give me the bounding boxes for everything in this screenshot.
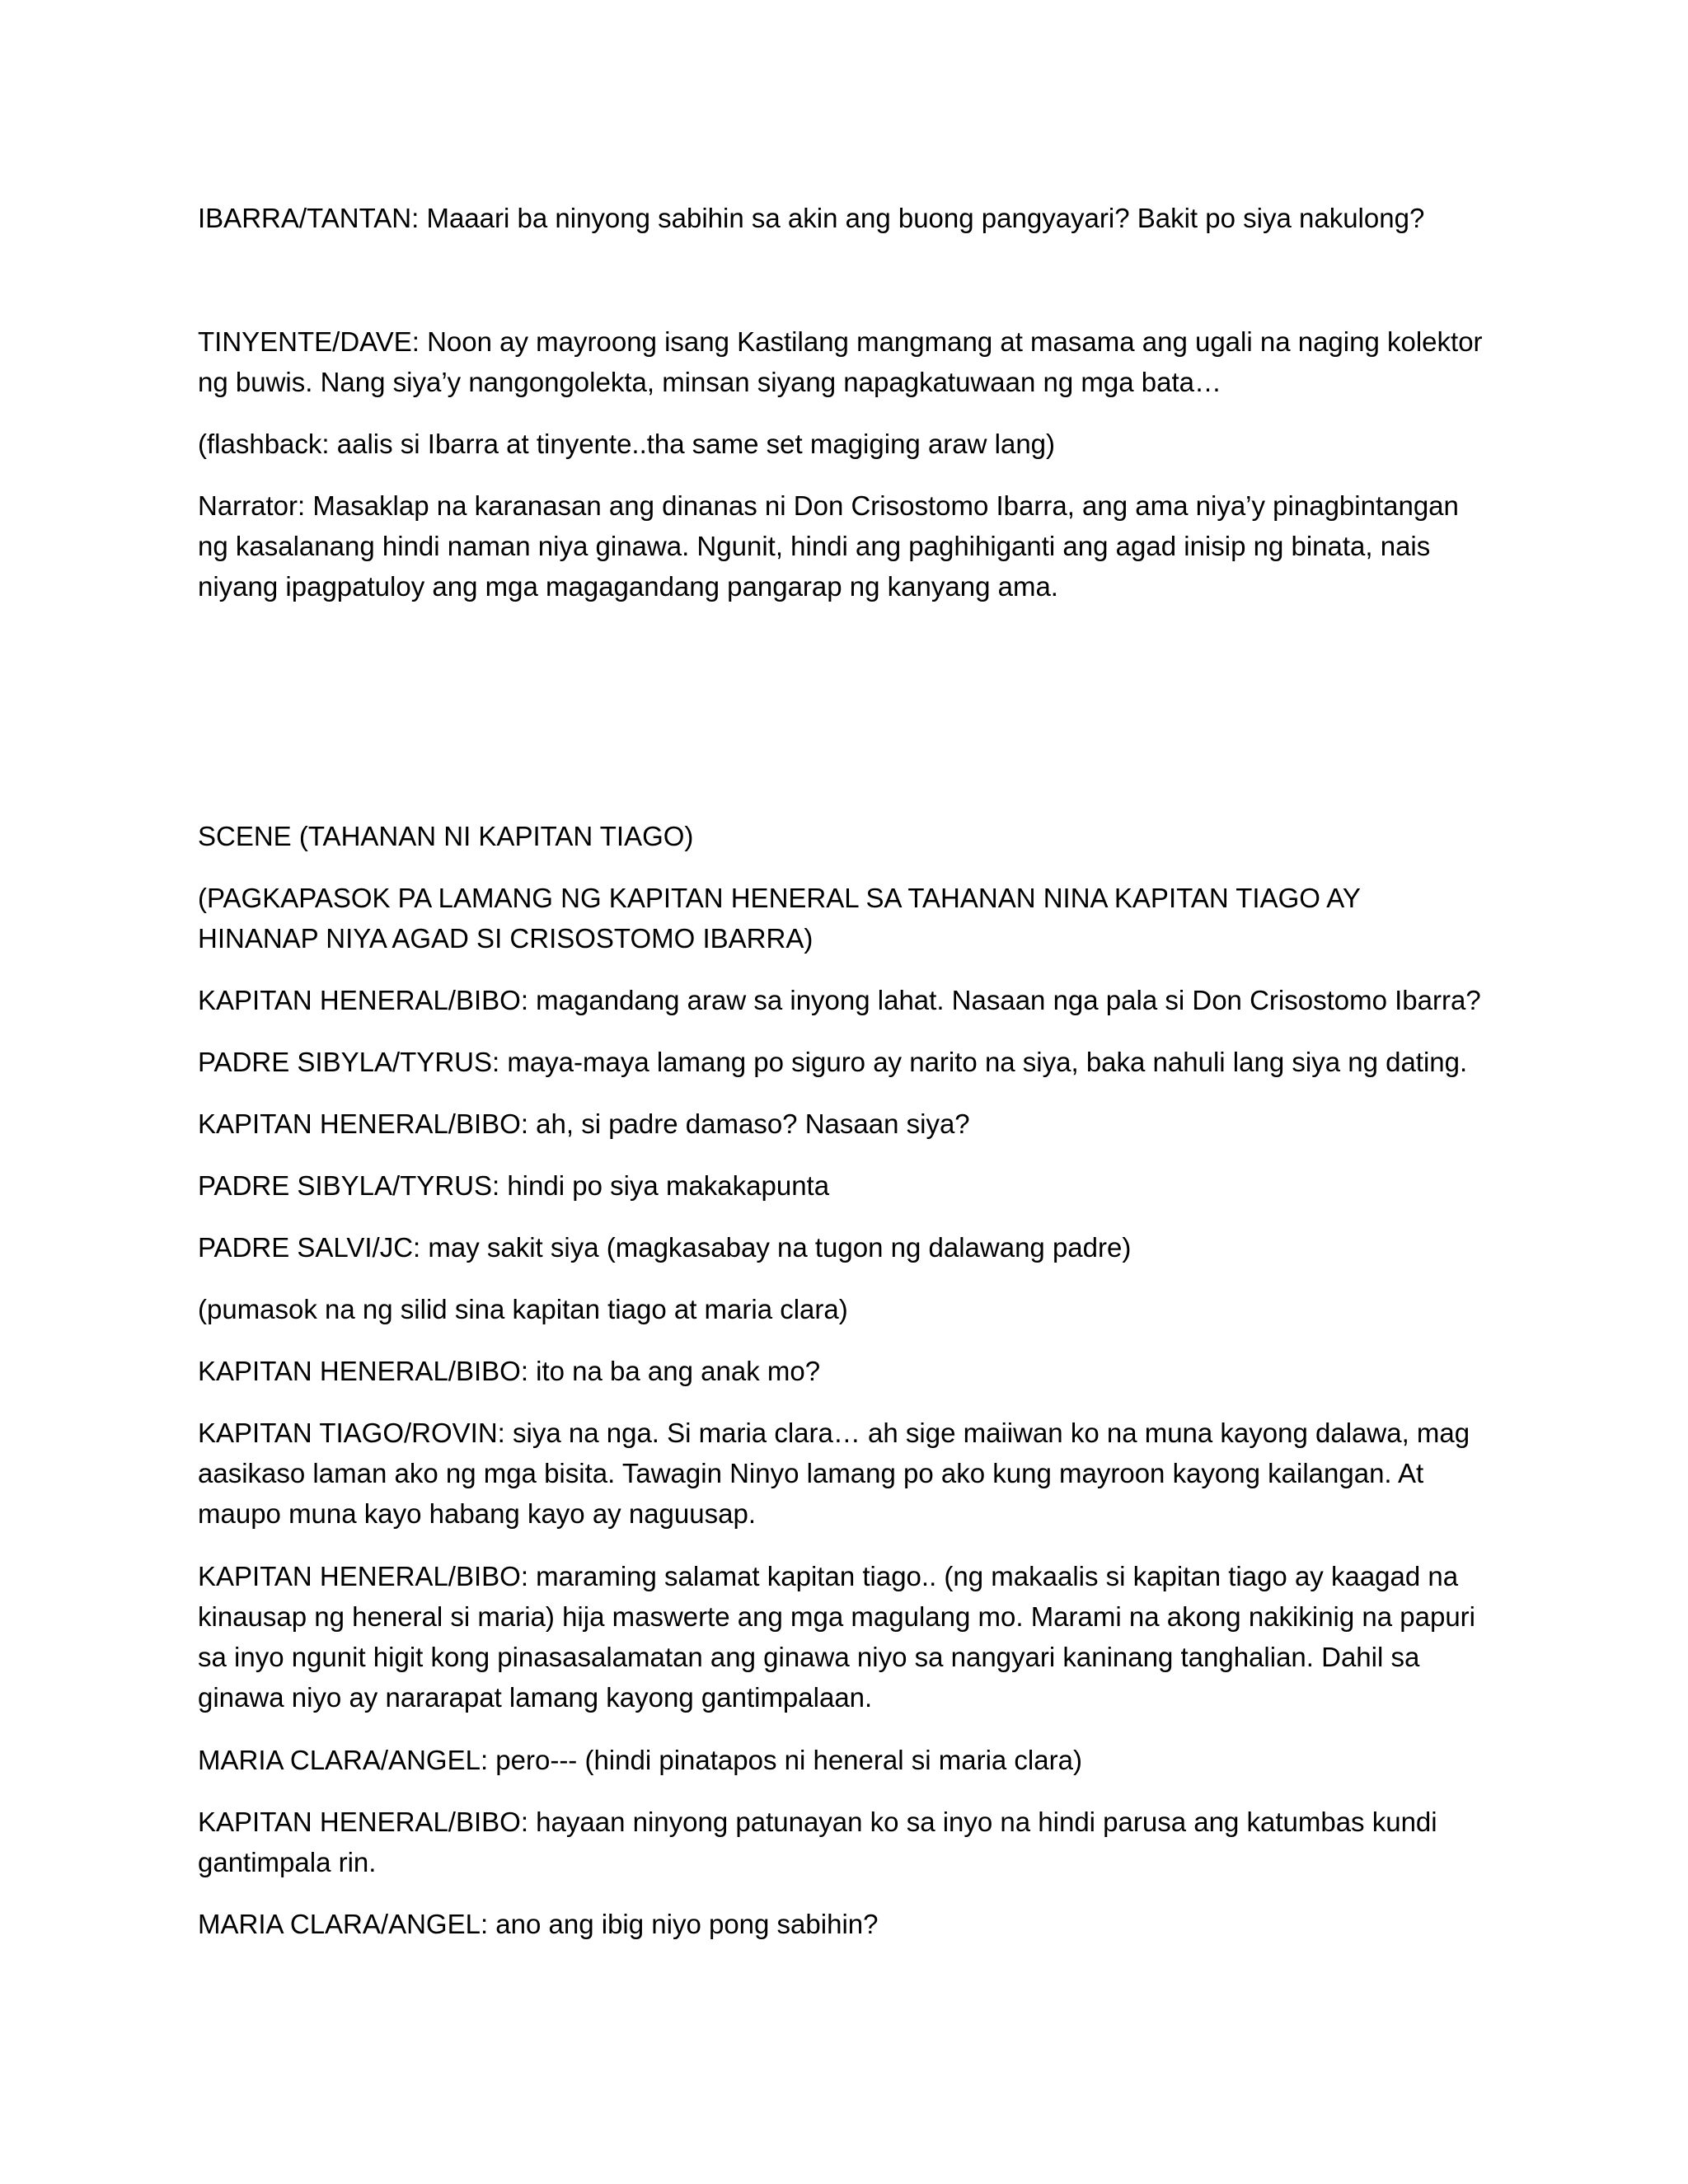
dialogue-kapitan-heneral-2: KAPITAN HENERAL/BIBO: ah, si padre damaso? Nasaan siya? — [198, 1108, 970, 1139]
dialogue-kapitan-heneral-3: KAPITAN HENERAL/BIBO: ito na ba ang anak mo? — [198, 1356, 821, 1386]
dialogue-maria-clara-1: MARIA CLARA/ANGEL: pero--- (hindi pinatapos ni heneral si maria clara) — [198, 1745, 1082, 1775]
stage-direction-flashback: (flashback: aalis si Ibarra at tinyente..tha same set magiging araw lang) — [198, 429, 1056, 459]
dialogue-tinyente-1: TINYENTE/DAVE: Noon ay mayroong isang Kastilang mangmang at masama ang ugali na naging kolektor ng buwis. Nang siya’y nangongolekta, minsan siyang napagkatuwaan ng mga bata… — [198, 326, 1483, 397]
dialogue-ibarra-1: IBARRA/TANTAN: Maaari ba ninyong sabihin sa akin ang buong pangyayari? Bakit po siya nakulong? — [198, 203, 1425, 233]
dialogue-padre-sibyla-1: PADRE SIBYLA/TYRUS: maya-maya lamang po siguro ay narito na siya, baka nahuli lang siya ng dating. — [198, 1047, 1468, 1077]
stage-direction-scene: (PAGKAPASOK PA LAMANG NG KAPITAN HENERAL SA TAHANAN NINA KAPITAN TIAGO AY HINANAP NIYA AGAD SI CRISOSTOMO IBARRA) — [198, 883, 1361, 954]
dialogue-kapitan-heneral-4: KAPITAN HENERAL/BIBO: maraming salamat kapitan tiago.. (ng makaalis si kapitan tiago ay kaagad na kinausap ng heneral si maria) hija maswerte ang mga magulang mo. Marami na akong nakikinig na papuri sa inyo ngunit higit kong pinasasalamatan ang ginawa niyo sa nangyari kaninang tanghalian. Dahil sa ginawa niyo ay nararapat lamang kayong gantimpalaan. — [198, 1561, 1476, 1713]
document-page — [198, 0, 1484, 2184]
dialogue-padre-salvi-1: PADRE SALVI/JC: may sakit siya (magkasabay na tugon ng dalawang padre) — [198, 1232, 1132, 1263]
scene-heading: SCENE (TAHANAN NI KAPITAN TIAGO) — [198, 821, 694, 851]
dialogue-maria-clara-2: MARIA CLARA/ANGEL: ano ang ibig niyo pong sabihin? — [198, 1909, 879, 1939]
narrator-line: Narrator: Masaklap na karanasan ang dinanas ni Don Crisostomo Ibarra, ang ama niya’y pinagbintangan ng kasalanang hindi naman niya ginawa. Ngunit, hindi ang paghihiganti ang agad inisip ng binata, nais niyang ipagpatuloy ang mga magagandang pangarap ng kanyang ama. — [198, 490, 1459, 602]
dialogue-padre-sibyla-2: PADRE SIBYLA/TYRUS: hindi po siya makakapunta — [198, 1170, 830, 1201]
stage-direction-enter: (pumasok na ng silid sina kapitan tiago at maria clara) — [198, 1294, 848, 1324]
dialogue-kapitan-tiago-1: KAPITAN TIAGO/ROVIN: siya na nga. Si maria clara… ah sige maiiwan ko na muna kayong dalawa, mag aasikaso laman ako ng mga bisita. Tawagin Ninyo lamang po ako kung mayroon kayong kailangan. At maupo muna kayo habang kayo ay naguusap. — [198, 1418, 1470, 1529]
dialogue-kapitan-heneral-5: KAPITAN HENERAL/BIBO: hayaan ninyong patunayan ko sa inyo na hindi parusa ang katumbas kundi gantimpala rin. — [198, 1807, 1437, 1877]
dialogue-kapitan-heneral-1: KAPITAN HENERAL/BIBO: magandang araw sa inyong lahat. Nasaan nga pala si Don Crisostomo Ibarra? — [198, 985, 1481, 1015]
